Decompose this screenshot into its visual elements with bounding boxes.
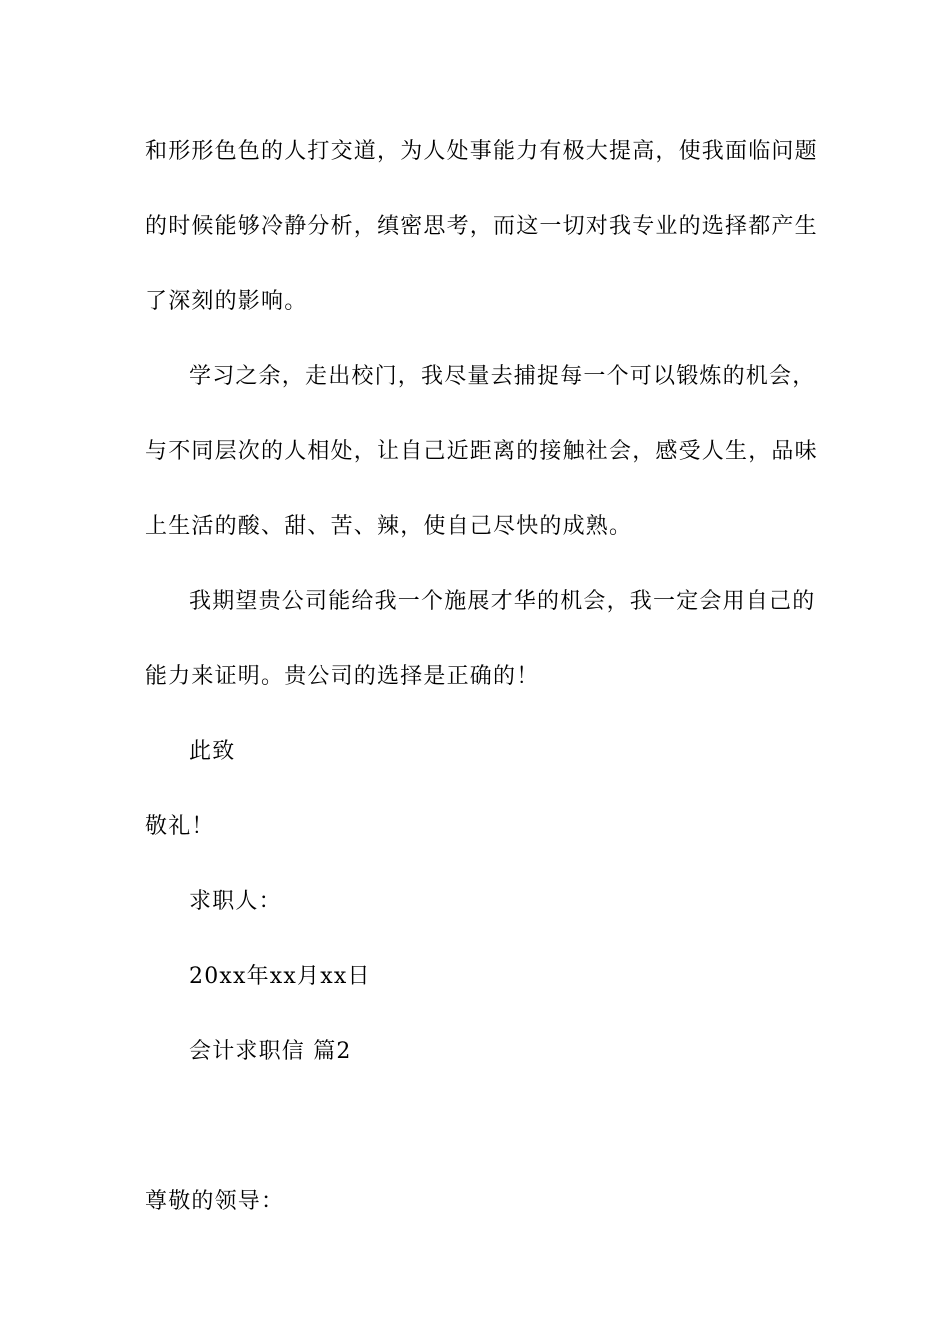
- paragraph-line: 上生活的酸、甜、苦、辣，使自己尽快的成熟。: [145, 514, 633, 539]
- salutation-closing: 敬礼！: [145, 814, 215, 839]
- paragraph-line: 了深刻的影响。: [145, 289, 308, 314]
- paragraph-line: 能力来证明。贵公司的选择是正确的！: [145, 664, 540, 689]
- greeting-line: 尊敬的领导：: [145, 1189, 285, 1214]
- paragraph-line: 的时候能够冷静分析，缜密思考，而这一切对我专业的选择都产生: [145, 214, 818, 239]
- date-line: 20xx年xx月xx日: [189, 964, 371, 989]
- closing-phrase: 此致: [189, 739, 236, 764]
- paragraph-line: 我期望贵公司能给我一个施展才华的机会，我一定会用自己的: [189, 589, 816, 614]
- paragraph-line: 和形形色色的人打交道，为人处事能力有极大提高，使我面临问题: [145, 139, 818, 164]
- section-title: 会计求职信 篇2: [189, 1039, 352, 1064]
- paragraph-line: 学习之余，走出校门，我尽量去捕捉每一个可以锻炼的机会，: [189, 364, 816, 389]
- signature-label: 求职人：: [189, 889, 282, 914]
- paragraph-line: 与不同层次的人相处，让自己近距离的接触社会，感受人生，品味: [145, 439, 818, 464]
